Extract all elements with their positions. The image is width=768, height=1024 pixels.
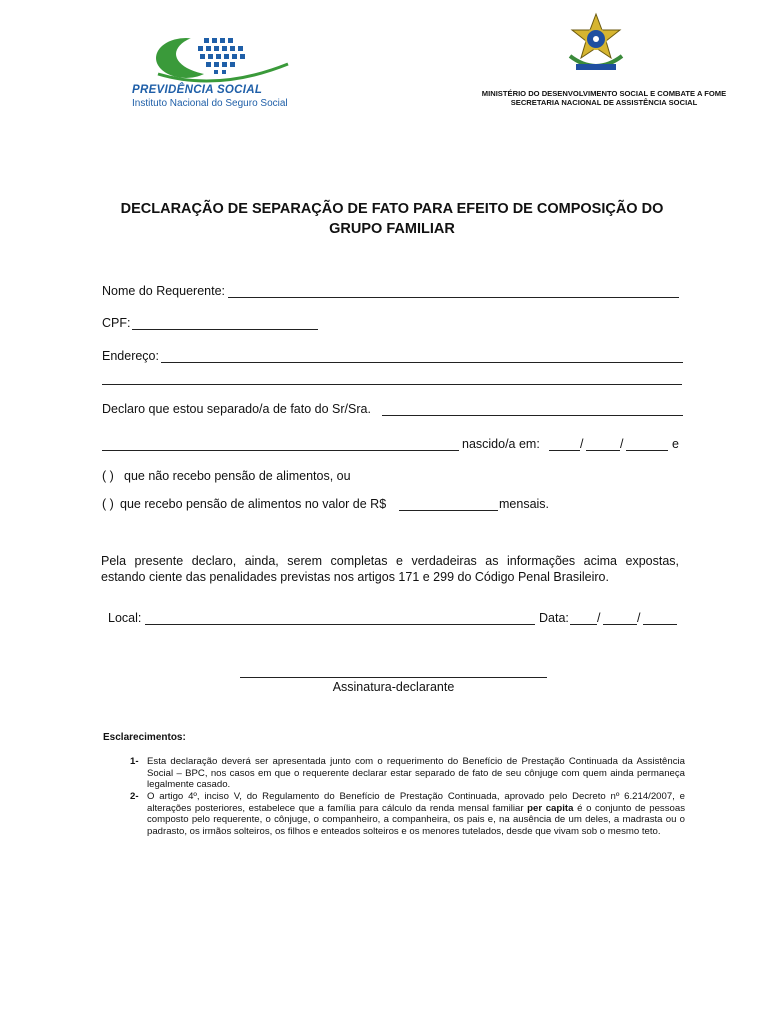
date-slash-3: / xyxy=(597,611,601,625)
spouse-name-field-line-2[interactable] xyxy=(102,450,459,451)
clarification-2-per-capita: per capita xyxy=(527,802,574,814)
date-month-field[interactable] xyxy=(603,624,637,625)
birth-day-field[interactable] xyxy=(549,450,580,451)
option-2-text: que recebo pensão de alimentos no valor de R$ xyxy=(120,497,387,511)
declaration-paragraph xyxy=(101,553,679,585)
ministry-header xyxy=(478,89,730,107)
clarification-2-text-before: O artigo 4º, inciso V, do Regulamento do Benefício de Prestação Continuada, aprovado pelo Decreto nº 6.214/2007, e alterações posteriores, estabelece que a família para cálculo da renda mensal familiar xyxy=(147,791,685,814)
signature-line[interactable] xyxy=(240,677,547,678)
birth-month-field[interactable] xyxy=(586,450,620,451)
option-1-checkbox[interactable]: ( ) xyxy=(102,469,114,483)
requester-name-label: Nome do Requerente: xyxy=(102,284,225,298)
clarifications-title: Esclarecimentos: xyxy=(103,732,186,743)
date-slash-2: / xyxy=(620,437,624,451)
clarification-1-text: Esta declaração deverá ser apresentada junto com o requerimento do Benefício de Prestação Continuada da Assistência Social – BPC, nos casos em que o requerente declarar estar separado de fato de seu cônjuge com quem ainda permaneça legalmente casado. xyxy=(147,756,685,790)
title-line-2: GRUPO FAMILIAR xyxy=(329,221,455,237)
address-field-line-1[interactable] xyxy=(161,362,683,363)
option-1-text: que não recebo pensão de alimentos, ou xyxy=(124,469,351,483)
local-field[interactable] xyxy=(145,624,535,625)
date-year-field[interactable] xyxy=(643,624,677,625)
requester-name-field[interactable] xyxy=(228,297,679,298)
logo-sub-text: Instituto Nacional do Seguro Social xyxy=(132,98,288,109)
signature-label: Assinatura-declarante xyxy=(332,680,455,694)
logo-brand-text: PREVIDÊNCIA SOCIAL xyxy=(132,84,263,96)
birth-year-field[interactable] xyxy=(626,450,668,451)
clarification-1-number: 1- xyxy=(130,756,139,767)
coat-of-arms-icon xyxy=(562,12,630,78)
previdencia-social-logo xyxy=(128,30,308,110)
date-slash-1: / xyxy=(580,437,584,451)
declaro-label: Declaro que estou separado/a de fato do Sr/Sra. xyxy=(102,402,371,416)
date-day-field[interactable] xyxy=(570,624,597,625)
local-label: Local: xyxy=(108,611,142,625)
document-title xyxy=(92,199,692,239)
previdencia-globe-icon xyxy=(128,30,308,86)
date-slash-4: / xyxy=(637,611,641,625)
alimony-value-field[interactable] xyxy=(399,510,498,511)
ministry-line-1: MINISTÉRIO DO DESENVOLVIMENTO SOCIAL E COMBATE A FOME xyxy=(481,89,727,98)
option-2-checkbox[interactable]: ( ) xyxy=(102,497,114,511)
ministry-line-2: SECRETARIA NACIONAL DE ASSISTÊNCIA SOCIAL xyxy=(510,98,698,107)
brazil-coat-of-arms xyxy=(562,12,630,78)
mensais-label: mensais. xyxy=(499,497,550,511)
declaration-line-1: Pela presente declaro, ainda, serem completas e verdadeiras as informações acima expostas, xyxy=(101,554,679,568)
e-label: e xyxy=(672,437,679,451)
clarification-2-text xyxy=(147,791,685,837)
data-label: Data: xyxy=(539,611,569,625)
cpf-field[interactable] xyxy=(132,329,318,330)
nascido-label: nascido/a em: xyxy=(462,437,540,451)
clarification-2-number: 2- xyxy=(130,791,139,802)
address-field-line-2[interactable] xyxy=(102,384,682,385)
cpf-label: CPF: xyxy=(102,316,131,330)
spouse-name-field[interactable] xyxy=(382,415,683,416)
clarification-2-text-after: é o conjunto de pessoas composto pelo requerente, o cônjuge, o companheiro, a companheira, os pais e, na ausência de um deles, a madrasta ou o padrasto, os irmãos solteiros, os filhos e enteados solteiros e os menores tutelados, desde que vivam sob o mesmo teto. xyxy=(147,802,685,837)
declaration-line-2: estando ciente das penalidades previstas nos artigos 171 e 299 do Código Penal Brasileiro. xyxy=(101,570,609,584)
address-label: Endereço: xyxy=(102,349,159,363)
title-line-1: DECLARAÇÃO DE SEPARAÇÃO DE FATO PARA EFEITO DE COMPOSIÇÃO DO xyxy=(120,201,664,217)
